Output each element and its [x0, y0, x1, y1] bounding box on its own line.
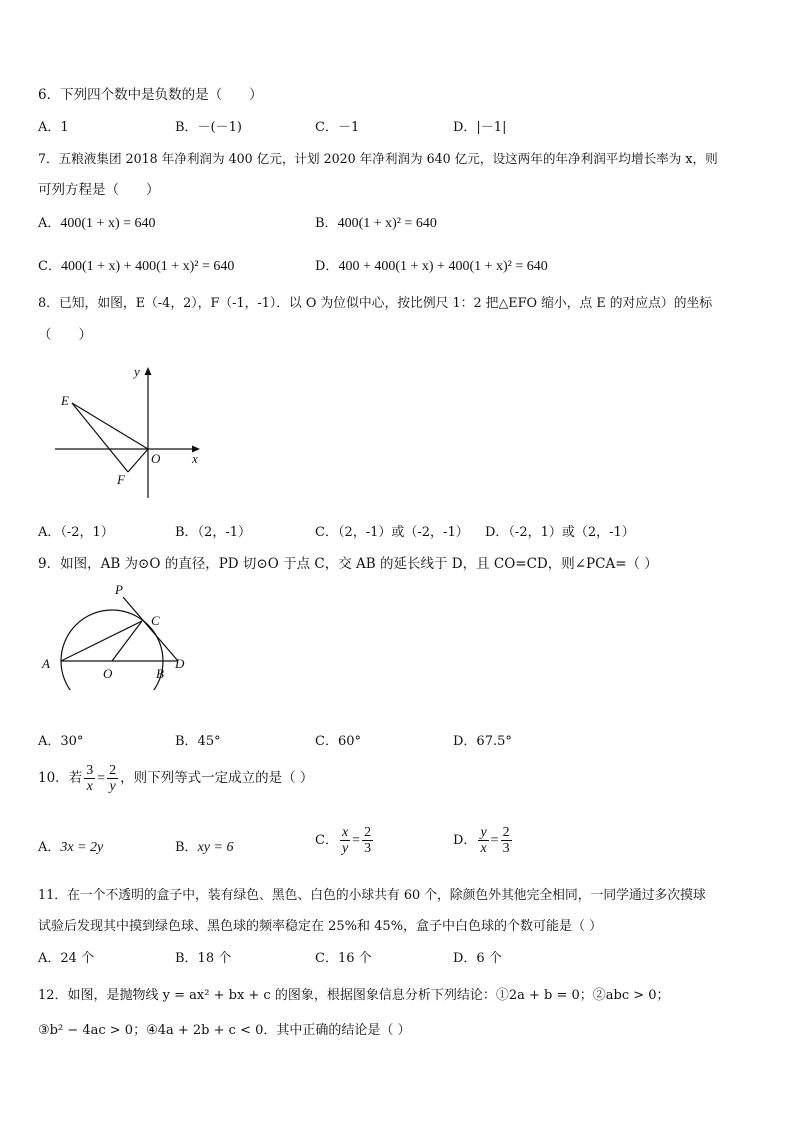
q6-option-c: C．－1: [315, 120, 360, 135]
q11-option-b: B．18 个: [175, 951, 232, 966]
q11-option-c: C．16 个: [315, 951, 372, 966]
q9-label-a: A: [42, 656, 50, 671]
q7-option-b-label: B．: [315, 216, 338, 231]
q7-option-b-eq: 400(1 + x)² = 640: [337, 216, 437, 231]
q6-stem: 6．下列四个数中是负数的是（ ）: [38, 87, 263, 103]
q9-label-p: P: [115, 582, 123, 597]
q9-label-d: D: [175, 656, 185, 671]
q8-option-c: C．（2，-1）或（-2，-1）: [315, 525, 469, 540]
q6-option-d: D．|－1|: [453, 120, 507, 135]
q10-stem: 10．若 $\frac{3}{x}$ = $\frac{2}{y}$ ，则下列等式一定成立的是（ ）: [38, 763, 314, 794]
q7-stem-line2: 可列方程是（ ）: [38, 182, 160, 198]
q12-stem-line1: 12．如图，是抛物线 y = ax² + bx + c 的图象，根据图象信息分析下列结论：①2a + b = 0；②abc > 0；: [38, 988, 670, 1003]
q9-option-b: B．45°: [175, 734, 221, 749]
q6-option-b: B．－(－1): [175, 120, 242, 135]
q7-option-d-label: D．: [315, 259, 339, 274]
q7-option-a-label: A．: [38, 216, 61, 231]
q9-segment-ac: [61, 621, 142, 661]
q8-label-f: F: [117, 472, 125, 487]
q8-segment-ef: [72, 403, 128, 472]
q10-option-a-eq: 3x = 2y: [60, 840, 104, 855]
q8-option-a: A．（-2，1）: [38, 525, 114, 540]
q8-option-b: B．（2，-1）: [175, 525, 251, 540]
q8-label-y: y: [134, 364, 140, 379]
q10-option-a: A．3x = 2y: [38, 840, 104, 855]
q9-stem: 9．如图，AB 为⊙O 的直径，PD 切⊙O 于点 C，交 AB 的延长线于 D，且 CO=CD，则∠PCA=（ ）: [38, 556, 658, 572]
q9-label-b: B: [156, 666, 164, 681]
q10-stem-suffix: ，则下列等式一定成立的是（ ）: [120, 770, 314, 786]
q12-stem-line2: ③b² − 4ac > 0；④4a + 2b + c < 0．其中正确的结论是（ ）: [38, 1023, 411, 1038]
q9-option-d: D．67.5°: [453, 734, 512, 749]
q10-stem-prefix: 10．若: [38, 770, 83, 786]
q11-stem-line2: 试验后发现其中摸到绿色球、黑色球的频率稳定在 25%和 45%，盒子中白色球的个数可能是（ ）: [38, 919, 603, 934]
q7-stem-line1: 7．五粮液集团 2018 年净利润为 400 亿元，计划 2020 年净利润为 640 亿元，设这两年的年净利润平均增长率为 x，则: [38, 151, 718, 166]
q9-label-c: C: [151, 613, 160, 628]
q10-option-b-eq: xy = 6: [197, 840, 234, 855]
q10-fraction-2-over-y: $\frac{2}{y}$: [109, 763, 117, 794]
q8-stem-line1: 8．已知，如图，E（-4，2），F（-1，-1）．以 O 为位似中心，按比例尺 1：2 把△EFO 缩小，点 E 的对应点）的坐标: [38, 296, 713, 311]
q8-segment-eo: [72, 403, 148, 449]
q8-segment-fo: [128, 449, 148, 472]
q7-option-a: [38, 212, 156, 232]
q7-option-c-eq: 400(1 + x) + 400(1 + x)² = 640: [60, 259, 235, 274]
q9-tangent-pd: [123, 597, 178, 661]
q11-stem-line1: 11．在一个不透明的盒子中，装有绿色、黑色、白色的小球共有 60 个，除颜色外其他完全相同，一同学通过多次摸球: [38, 888, 706, 903]
q8-y-arrow: [145, 367, 152, 375]
q10-option-d-right-frac: $\frac{2}{3}$: [502, 825, 510, 856]
q9-option-a: A．30°: [38, 734, 84, 749]
q10-option-c: C． $\frac{x}{y}$ = $\frac{2}{3}$: [315, 825, 372, 856]
q7-option-b: [315, 212, 437, 232]
q10-option-d-left-frac: $\frac{y}{x}$: [480, 825, 487, 856]
q9-segment-oc: [112, 621, 142, 661]
q10-option-c-left-frac: $\frac{x}{y}$: [341, 825, 349, 856]
q9-figure: [35, 580, 205, 690]
q7-option-c: [38, 255, 234, 275]
q6-option-a: A．1: [38, 120, 69, 135]
q11-option-d: D．6 个: [453, 951, 502, 966]
q7-option-c-label: C．: [38, 259, 61, 274]
q9-option-c: C．60°: [315, 734, 361, 749]
q8-label-o: O: [151, 451, 161, 466]
q8-label-e: E: [61, 393, 69, 408]
q10-fraction-3-over-x: $\frac{3}{x}$: [86, 763, 94, 794]
q10-option-b: B．xy = 6: [175, 840, 234, 855]
q10-option-d: D． $\frac{y}{x}$ = $\frac{2}{3}$: [453, 825, 510, 856]
q8-option-d: D．（-2，1）或（2，-1）: [485, 525, 635, 540]
q8-label-x: x: [192, 451, 198, 466]
q8-stem-line2: （ ）: [38, 327, 92, 343]
q10-option-c-right-frac: $\frac{2}{3}$: [364, 825, 372, 856]
q11-option-a: A．24 个: [38, 951, 95, 966]
q8-figure: [50, 360, 210, 500]
q7-option-d-eq: 400 + 400(1 + x) + 400(1 + x)² = 640: [338, 259, 548, 274]
q7-option-a-eq: 400(1 + x) = 640: [60, 216, 156, 231]
q9-label-o: O: [103, 666, 113, 681]
q7-option-d: [315, 255, 548, 275]
